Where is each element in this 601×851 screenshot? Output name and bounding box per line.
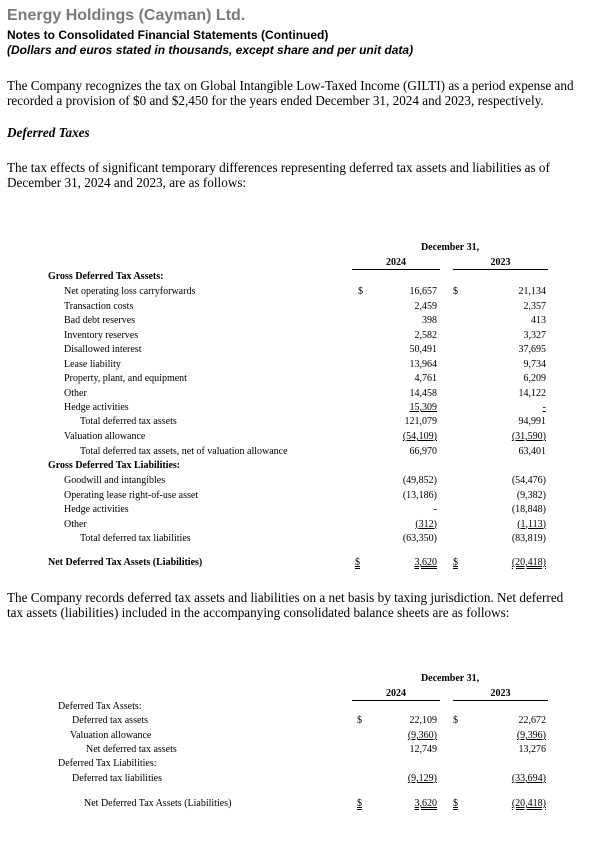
table-row	[0, 358, 601, 372]
table-row	[0, 285, 601, 299]
row-label: Transaction costs	[64, 300, 134, 312]
table-row	[0, 343, 601, 357]
value-2023: (1,113)	[517, 518, 546, 530]
row-label: Total deferred tax liabilities	[80, 533, 191, 544]
value-2024: 3,620	[414, 798, 437, 809]
table-row	[0, 372, 601, 386]
row-label: Inventory reserves	[64, 329, 139, 341]
table2-deferred-liabilities-row	[0, 772, 601, 786]
value-2023: 9,734	[523, 358, 546, 370]
value-2024: 398	[422, 315, 437, 326]
row-label: Valuation allowance	[70, 730, 152, 741]
value-2024: 16,657	[409, 286, 437, 297]
currency-2024: $	[355, 557, 360, 568]
row-label: Net Deferred Tax Assets (Liabilities)	[48, 557, 203, 568]
row-label: Net deferred tax assets	[86, 744, 177, 755]
section-title-deferred-taxes: Deferred Taxes	[7, 125, 90, 140]
table1-col-2023: 2023	[490, 257, 511, 268]
table1-liabilities-heading: Gross Deferred Tax Liabilities:	[48, 460, 181, 471]
value-2024: 13,964	[409, 358, 437, 370]
currency-2024: $	[358, 286, 363, 297]
value-2023: (20,418)	[511, 798, 546, 809]
value-2024: 4,761	[414, 373, 437, 384]
table1-period-header: December 31,	[420, 242, 480, 253]
row-label: Other	[64, 387, 87, 399]
row-label: Deferred tax liabilities	[72, 773, 162, 784]
value-2023: (18,848)	[511, 504, 546, 515]
table2-col-2023: 2023	[490, 688, 511, 699]
row-label: Other	[64, 518, 87, 530]
value-2023: 13,276	[518, 744, 546, 755]
currency-2023: $	[453, 715, 458, 726]
value-2023: 3,327	[523, 329, 546, 341]
tax-effects-line-1: The tax effects of significant temporary differences representing deferred tax assets and liabilities as of	[7, 160, 550, 175]
table2-deferred-assets-row	[0, 714, 601, 728]
net-basis-line-2: tax assets (liabilities) included in the accompanying consolidated balance sheets are as follows:	[7, 605, 510, 620]
value-2024: 2,582	[414, 329, 437, 341]
row-label: Lease liability	[64, 358, 121, 370]
table1-total-assets-row	[0, 415, 601, 429]
table1-total-liabilities-row	[0, 532, 601, 546]
value-2023: (9,396)	[516, 730, 546, 741]
value-2023: 413	[531, 315, 546, 326]
value-2023: 63,401	[518, 446, 546, 457]
row-label: Total deferred tax assets	[80, 416, 177, 427]
gilti-line-2: recorded a provision of $0 and $2,450 for the years ended December 31, 2024 and 2023, respectively.	[7, 93, 544, 108]
currency-2024: $	[357, 798, 362, 809]
row-label: Net Deferred Tax Assets (Liabilities)	[84, 798, 232, 809]
statement-subtitle: (Dollars and euros stated in thousands, except share and per unit data)	[7, 43, 414, 57]
table2-liabilities-heading-row	[0, 757, 601, 771]
value-2023: (20,418)	[511, 557, 546, 568]
value-2024: (13,186)	[402, 489, 437, 501]
currency-2023: $	[453, 286, 458, 297]
row-label: Hedge activities	[64, 504, 129, 515]
table2-net-row	[0, 797, 601, 811]
table2-assets-heading: Deferred Tax Assets:	[58, 701, 142, 712]
value-2024: 3,620	[414, 557, 437, 568]
value-2023: 6,209	[523, 373, 546, 384]
value-2023: (9,382)	[516, 489, 546, 501]
table2-assets-heading-row	[0, 700, 601, 714]
value-2024: (63,350)	[402, 533, 437, 544]
table2-liabilities-heading: Deferred Tax Liabilities:	[58, 758, 157, 769]
value-2024: (9,129)	[407, 773, 437, 784]
currency-2023: $	[453, 557, 458, 568]
table1-net-of-valuation-row	[0, 445, 601, 459]
row-label: Bad debt reserves	[64, 315, 136, 326]
table2-net-assets-row	[0, 743, 601, 757]
row-label: Total deferred tax assets, net of valuation allowance	[80, 446, 288, 457]
table-row	[0, 474, 601, 488]
table1-assets-heading-row	[0, 270, 601, 284]
value-2024: (312)	[415, 518, 437, 530]
row-label: Goodwill and intangibles	[64, 475, 166, 486]
value-2023: (31,590)	[511, 431, 546, 442]
value-2024: 121,079	[404, 416, 437, 427]
table2-col-2024: 2024	[386, 688, 406, 699]
value-2024: 66,970	[409, 446, 437, 457]
net-basis-line-1: The Company records deferred tax assets and liabilities on a net basis by taxing jurisdiction. Net deferred	[7, 590, 564, 605]
table-row	[0, 503, 601, 517]
tax-effects-paragraph	[7, 160, 595, 190]
value-2023: 2,357	[523, 300, 546, 312]
table-row	[0, 518, 601, 532]
table1-net-row	[0, 556, 601, 570]
value-2023: (33,694)	[511, 773, 546, 784]
table-row	[0, 387, 601, 401]
currency-2024: $	[357, 715, 362, 726]
tax-effects-line-2: December 31, 2024 and 2023, are as follows:	[7, 175, 247, 190]
value-2024: 50,491	[409, 344, 437, 355]
company-name: Energy Holdings (Cayman) Ltd.	[7, 7, 246, 24]
value-2024: -	[433, 504, 437, 515]
row-label: Property, plant, and equipment	[64, 373, 187, 384]
row-label: Hedge activities	[64, 402, 129, 413]
row-label: Valuation allowance	[64, 431, 146, 442]
table-row	[0, 329, 601, 343]
table2-valuation-row	[0, 729, 601, 743]
table1-col-2024: 2024	[386, 257, 406, 268]
value-2024: (9,360)	[407, 730, 437, 741]
table-row	[0, 314, 601, 328]
value-2024: (54,109)	[402, 431, 437, 442]
table-row	[0, 401, 601, 415]
gilti-line-1: The Company recognizes the tax on Global Intangible Low-Taxed Income (GILTI) as a period expense and	[7, 78, 574, 93]
value-2024: 22,109	[409, 715, 437, 726]
row-label: Operating lease right-of-use asset	[64, 489, 199, 501]
table2-period-header: December 31,	[420, 673, 480, 684]
table1-valuation-row	[0, 430, 601, 444]
value-2024: (49,852)	[402, 475, 437, 486]
value-2024: 14,458	[409, 387, 437, 399]
value-2023: 37,695	[518, 344, 546, 355]
value-2023: -	[542, 402, 546, 413]
table-row	[0, 300, 601, 314]
table-row	[0, 489, 601, 503]
table1-assets-heading: Gross Deferred Tax Assets:	[48, 271, 164, 282]
table1-liabilities-heading-row	[0, 459, 601, 473]
gilti-paragraph	[7, 78, 595, 108]
value-2023: (54,476)	[511, 475, 546, 486]
value-2023: 14,122	[518, 387, 546, 399]
value-2023: 22,672	[518, 715, 546, 726]
row-label: Net operating loss carryforwards	[64, 286, 196, 297]
value-2023: (83,819)	[511, 533, 546, 544]
value-2023: 21,134	[518, 286, 546, 297]
currency-2023: $	[453, 798, 458, 809]
row-label: Deferred tax assets	[72, 715, 149, 726]
value-2024: 12,749	[409, 744, 437, 755]
net-basis-paragraph	[7, 590, 595, 620]
value-2024: 15,309	[409, 402, 437, 413]
statement-title: Notes to Consolidated Financial Statements (Continued)	[7, 28, 329, 42]
value-2024: 2,459	[414, 300, 437, 312]
value-2023: 94,991	[518, 416, 546, 427]
row-label: Disallowed interest	[64, 344, 142, 355]
